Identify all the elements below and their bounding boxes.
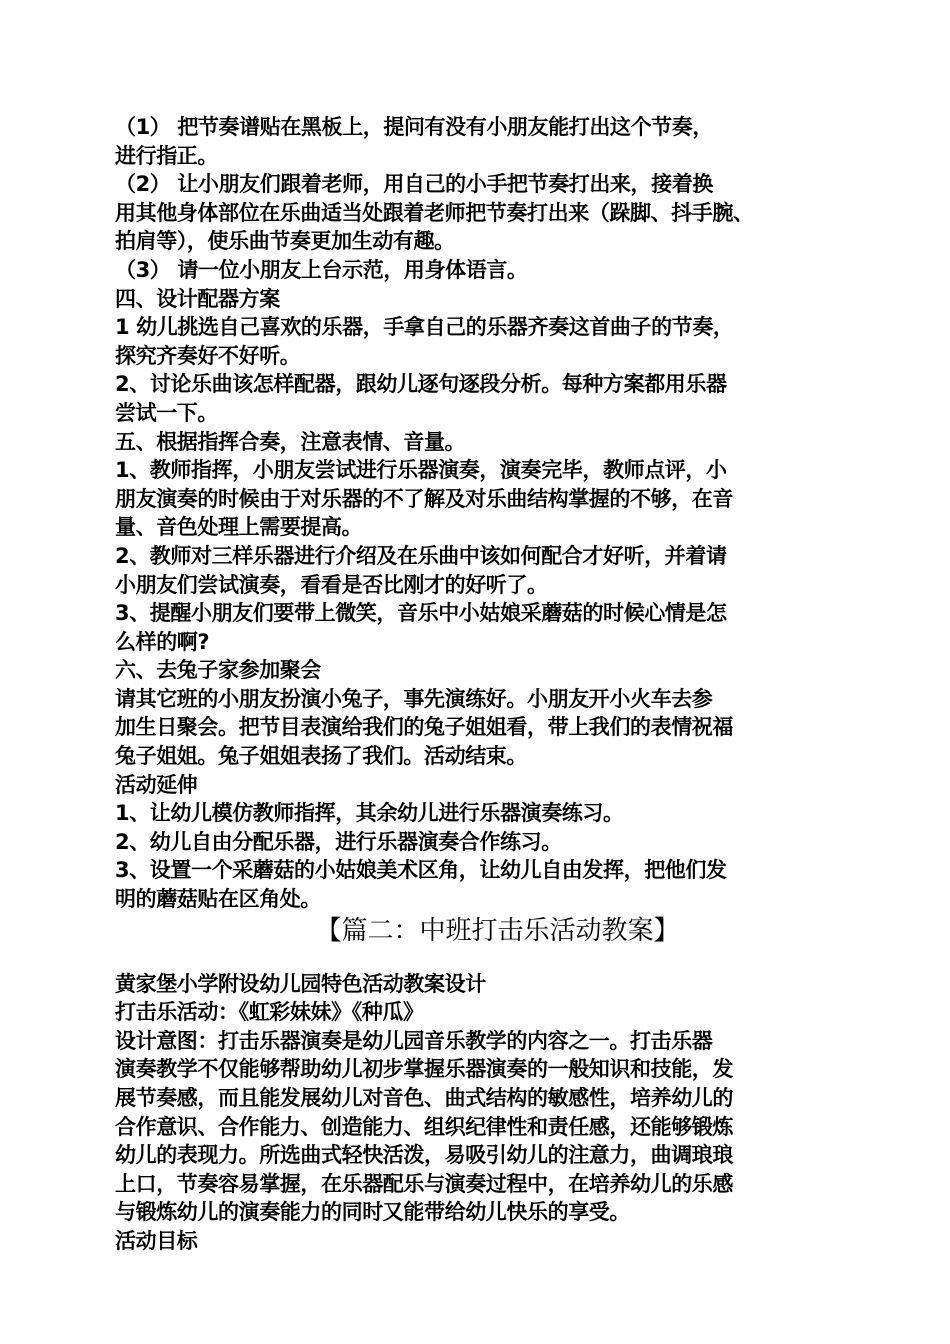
text-line: 加生日聚会。把节目表演给我们的兔子姐姐看，带上我们的表情祝福 — [115, 715, 733, 740]
text-line: 兔子姐姐。兔子姐姐表扬了我们。活动结束。 — [115, 744, 527, 769]
text-line: 明的蘑菇贴在区角处。 — [115, 887, 321, 912]
text-line: 展节奏感，而且能发展幼儿对音色、曲式结构的敏感性，培养幼儿的 — [115, 1086, 733, 1110]
text-line: 3、提醒小朋友们要带上微笑，音乐中小姑娘采蘑菇的时候心情是怎 — [115, 601, 727, 626]
text-line: 四、设计配器方案 — [115, 286, 280, 311]
text-line: 2、讨论乐曲该怎样配器，跟幼儿逐句逐段分析。每种方案都用乐器 — [115, 372, 727, 397]
text-line: （2） 让小朋友们跟着老师，用自己的小手把节奏打出来，接着换 — [115, 172, 713, 197]
text-line: 幼儿的表现力。所选曲式轻快活泼，易吸引幼儿的注意力，曲调琅琅 — [115, 1143, 733, 1168]
text-line: 演奏教学不仅能够帮助幼儿初步掌握乐器演奏的一般知识和技能，发 — [115, 1057, 733, 1082]
text-line: 黄家堡小学附设幼儿园特色活动教案设计 — [115, 971, 486, 996]
document-page — [115, 113, 840, 1256]
text-line: 探究齐奏好不好听。 — [115, 343, 301, 368]
text-line: （3） 请一位小朋友上台示范，用身体语言。 — [115, 257, 528, 282]
text-line: 上口，节奏容易掌握，在乐器配乐与演奏过程中，在培养幼儿的乐感 — [115, 1171, 733, 1196]
text-line: 拍肩等），使乐曲节奏更加生动有趣。 — [115, 229, 455, 254]
text-line: 与锻炼幼儿的演奏能力的同时又能带给幼儿快乐的享受。 — [115, 1200, 630, 1225]
paragraph-block-2 — [115, 970, 840, 1256]
text-line: （1） 把节奏谱贴在黑板上，提问有没有小朋友能打出这个节奏， — [115, 115, 713, 139]
text-line: 设计意图：打击乐器演奏是幼儿园音乐教学的内容之一。打击乐器 — [115, 1028, 713, 1053]
text-line: 朋友演奏的时候由于对乐器的不了解及对乐曲结构掌握的不够，在音 — [115, 486, 733, 511]
text-line: 2、幼儿自由分配乐器，进行乐器演奏合作练习。 — [115, 829, 562, 854]
text-line: 活动目标 — [115, 1228, 198, 1253]
text-line: 活动延伸 — [115, 772, 198, 797]
text-line: 请其它班的小朋友扮演小兔子，事先演练好。小朋友开小火车去参 — [115, 686, 713, 711]
text-line: 2、教师对三样乐器进行介绍及在乐曲中该如何配合才好听，并着请 — [115, 543, 727, 568]
text-line: 小朋友们尝试演奏，看看是否比刚才的好听了。 — [115, 572, 548, 597]
text-line: 1、让幼儿模仿教师指挥，其余幼儿进行乐器演奏练习。 — [115, 801, 624, 826]
paragraph-block-1 — [115, 113, 840, 914]
text-line: 六、去兔子家参加聚会 — [115, 658, 321, 683]
text-line: 尝试一下。 — [115, 400, 218, 425]
text-line: 用其他身体部位在乐曲适当处跟着老师把节奏打出来（跺脚、抖手腕、 — [115, 200, 754, 225]
text-line: 合作意识、合作能力、创造能力、组织纪律性和责任感，还能够锻炼 — [115, 1114, 733, 1139]
text-line: 进行指正。 — [115, 143, 218, 168]
text-line: 打击乐活动：《虹彩妹妹》《种瓜》 — [115, 1000, 424, 1025]
section-title: 【篇二：中班打击乐活动教案】 — [315, 915, 680, 946]
text-line: 1、教师指挥，小朋友尝试进行乐器演奏，演奏完毕，教师点评，小 — [115, 458, 727, 483]
text-line: 么样的啊? — [115, 629, 210, 654]
spacer — [115, 948, 840, 970]
text-line: 五、根据指挥合奏，注意表情、音量。 — [115, 429, 466, 454]
text-line: 量、音色处理上需要提高。 — [115, 515, 363, 540]
text-line: 3、设置一个采蘑菇的小姑娘美术区角，让幼儿自由发挥，把他们发 — [115, 858, 727, 883]
text-line: 1 幼儿挑选自己喜欢的乐器，手拿自己的乐器齐奏这首曲子的节奏， — [115, 315, 734, 340]
